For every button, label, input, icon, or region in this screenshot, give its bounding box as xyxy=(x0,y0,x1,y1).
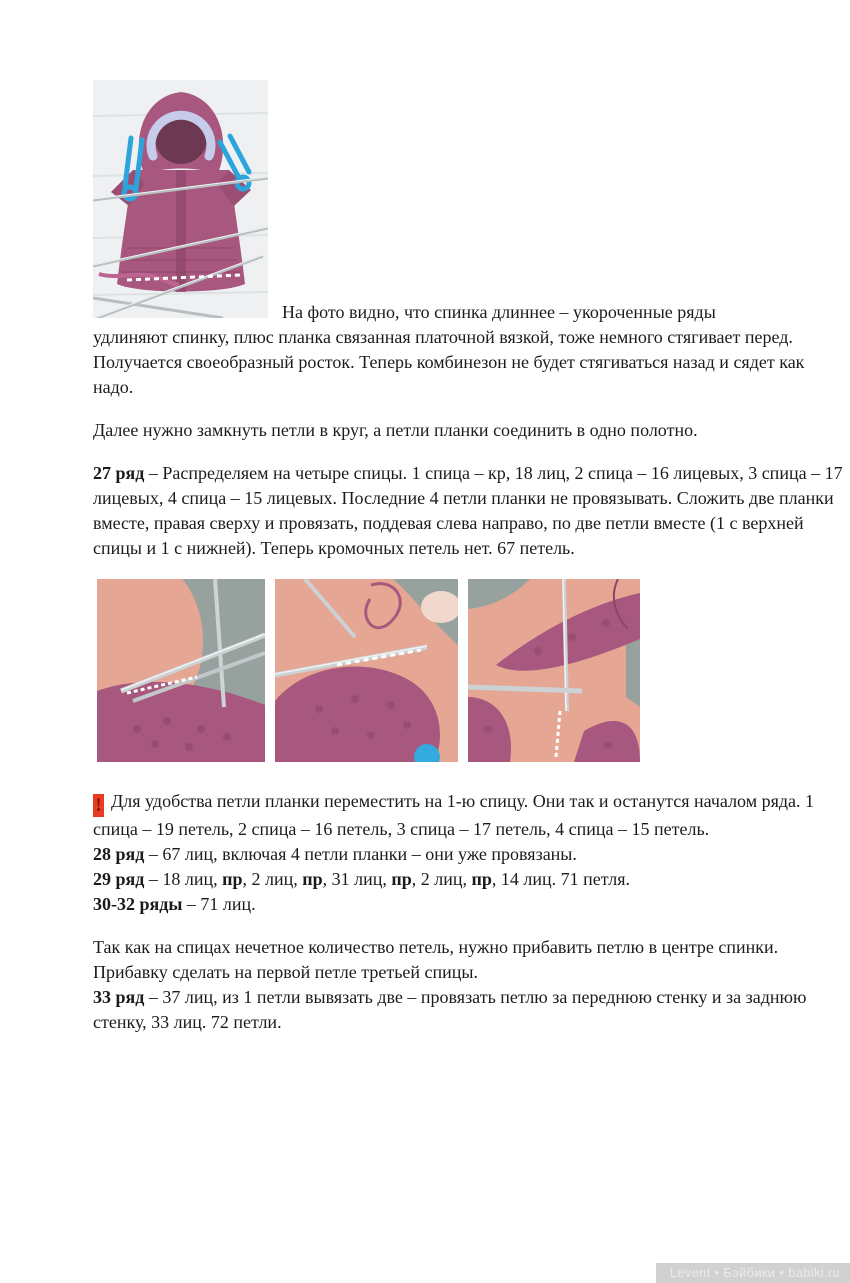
row-29-line xyxy=(93,867,845,892)
row-33-paragraph xyxy=(93,985,845,1035)
row-28-line xyxy=(93,842,845,867)
article-body xyxy=(0,80,845,1035)
join-text: Далее нужно замкнуть петли в круг, а петли планки соединить в одно полотно. xyxy=(93,420,698,440)
row-30-32-line xyxy=(93,892,845,917)
center-increase-text: Так как на спицах нечетное количество петель, нужно прибавить петлю в центре спинки. Прибавку сделать на первой петле третьей спицы. xyxy=(93,937,779,982)
step-photo-1 xyxy=(97,579,265,762)
row-27-text: 27 ряд – Распределяем на четыре спицы. 1 спица – кр, 18 лиц, 2 спица – 16 лицевых, 3 спица – 17 лицевых, 4 спица – 15 лицевых. Последние 4 петли планки не провязывать. Сложить две планки вместе, правая сверху и провязать, поддевая слева направо, по две петли вместе (1 с верхней спицы и 1 с нижней). Теперь кромочных петель нет. 67 петель. xyxy=(93,463,843,558)
note-text: Для удобства петли планки переместить на 1-ю спицу. Они так и останутся началом ряда. 1 спица – 19 петель, 2 спица – 16 петель, 3 спица – 17 петель, 4 спица – 15 петель. xyxy=(93,791,815,839)
row-28-text: 28 ряд – 67 лиц, включая 4 петли планки – они уже провязаны. xyxy=(93,844,577,864)
intro-text: На фото видно, что спинка длиннее – укороченные ряды удлиняют спинку, плюс планка связанная платочной вязкой, тоже немного стягивает перед. Получается своеобразный росток. Теперь комбинезон не будет стягиваться назад и сядет как надо. xyxy=(93,302,805,397)
step-photos-row xyxy=(97,579,845,762)
row-33-text: 33 ряд – 37 лиц, из 1 петли вывязать две – провязать петлю за переднюю стенку и за заднюю стенку, 33 лиц. 72 петли. xyxy=(93,987,807,1032)
watermark: Levent • Бэйбики • babiki.ru xyxy=(656,1263,850,1283)
note-paragraph xyxy=(93,789,845,842)
row-30-32-text: 30-32 ряды – 71 лиц. xyxy=(93,894,256,914)
intro-paragraph xyxy=(93,80,845,400)
doll-hoodie-photo xyxy=(93,80,268,318)
row-29-text: 29 ряд – 18 лиц, пр, 2 лиц, пр, 31 лиц, пр, 2 лиц, пр, 14 лиц. 71 петля. xyxy=(93,869,630,889)
warning-marker: ! xyxy=(93,794,104,817)
row-27-paragraph xyxy=(93,461,845,561)
step-photo-3 xyxy=(468,579,640,762)
center-increase-paragraph xyxy=(93,935,845,985)
join-paragraph xyxy=(93,418,845,443)
step-photo-2 xyxy=(275,579,458,762)
